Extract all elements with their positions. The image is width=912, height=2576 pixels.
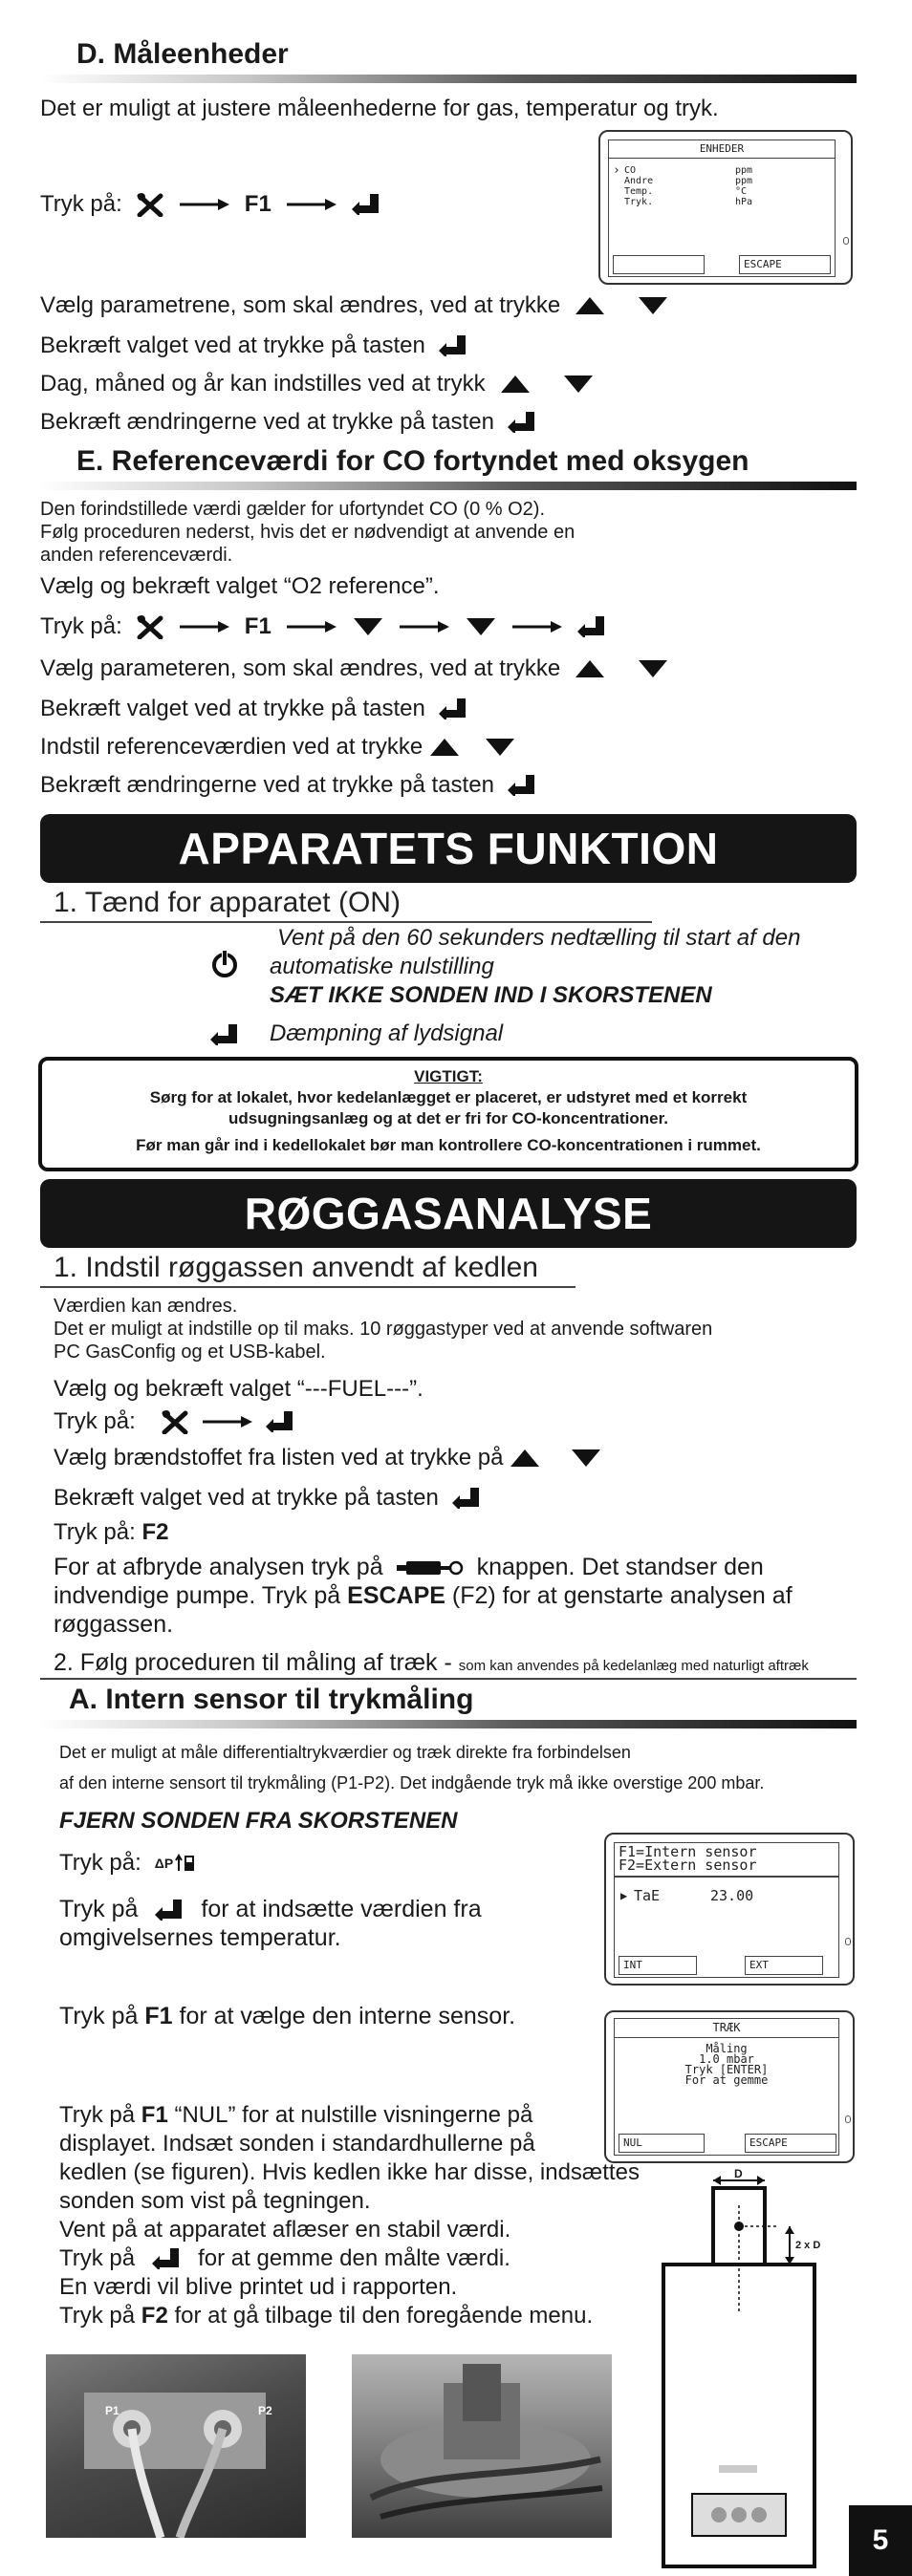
arrow-up-icon bbox=[499, 374, 532, 395]
boiler-diagram bbox=[660, 2169, 851, 2570]
press-label: Tryk på: bbox=[40, 191, 122, 217]
sensor-f1-b: for at vælge den interne sensor. bbox=[172, 2003, 516, 2029]
r-step-2a: 2. Følg proceduren til måling af træk - bbox=[54, 1649, 459, 1676]
r-choose-text: Vælg brændstoffet fra listen ved at trykke på bbox=[54, 1445, 504, 1470]
important-line-1: Sørg for at lokalet, hvor kedelanlægget er placeret, er udstyret med et korrekt bbox=[149, 1088, 748, 1106]
arrow-down-icon bbox=[637, 295, 669, 316]
enter-key-icon bbox=[508, 412, 536, 433]
back-a: Tryk på bbox=[59, 2303, 141, 2329]
flue-probe-photo bbox=[352, 2354, 612, 2538]
arrow-down-icon bbox=[352, 616, 384, 637]
important-line-2: udsugningsanlæg og at det er fri for CO-koncentrationer. bbox=[228, 1109, 668, 1127]
nul-line-4: sonden som vist på tegningen. bbox=[59, 2188, 371, 2214]
r-abort-3: røggassen. bbox=[54, 1611, 174, 1638]
press-label: Tryk på: bbox=[40, 613, 122, 639]
lcd-btn-escape[interactable]: ESCAPE bbox=[745, 2134, 836, 2153]
lcd-row-unit: ppm bbox=[735, 176, 753, 186]
section-d-press-row bbox=[40, 191, 380, 218]
page-number: 5 bbox=[849, 2505, 912, 2576]
lcd-sensor-l1: F1=Intern sensor bbox=[619, 1843, 757, 1860]
lcd-units-title: ENHEDER bbox=[609, 142, 835, 159]
section-d-intro: Det er muligt at justere måleenhederne for gas, temperatur og tryk. bbox=[40, 96, 719, 121]
e-line-2-text: Bekræft valget ved at trykke på tasten bbox=[40, 696, 425, 721]
probe-connector-photo bbox=[46, 2354, 306, 2538]
nul-line-3: kedlen (se figuren). Hvis kedlen ikke har disse, indsættes bbox=[59, 2159, 640, 2185]
press-label: Tryk på: bbox=[54, 1519, 136, 1545]
lcd-sensor-select bbox=[604, 1833, 855, 1986]
lcd-draft-l2: 1.0 mbar bbox=[699, 2052, 754, 2066]
d-line-2-text: Bekræft valget ved at trykke på tasten bbox=[40, 333, 425, 358]
save-b: for at gemme den målte værdi. bbox=[198, 2245, 510, 2271]
lcd-btn-escape[interactable]: ESCAPE bbox=[739, 255, 831, 274]
e-intro-1: Den forindstillede værdi gælder for ufortyndet CO (0 % O2). bbox=[40, 499, 545, 520]
delta-p-icon bbox=[155, 1854, 196, 1873]
lcd-sensor-screen bbox=[614, 1842, 839, 1978]
arrow-right-icon bbox=[285, 619, 338, 634]
sensor-enter-3: omgivelsernes temperatur. bbox=[59, 1924, 341, 1951]
lcd-btn-nul[interactable]: NUL bbox=[619, 2134, 705, 2153]
lcd-draft-screen bbox=[614, 2018, 839, 2156]
arrow-right-icon bbox=[285, 197, 338, 212]
save-row bbox=[59, 2245, 510, 2272]
back-line bbox=[59, 2303, 593, 2329]
r-confirm-row bbox=[54, 1485, 481, 1512]
sensor-p1: Det er muligt at måle differentialtrykværdier og træk direkte fra forbindelsen bbox=[59, 1743, 631, 1762]
e-press-row bbox=[40, 613, 606, 640]
arrow-down-icon bbox=[570, 1448, 602, 1469]
arrow-up-icon bbox=[574, 295, 606, 316]
r-step-2-rule bbox=[40, 1678, 857, 1680]
lcd-draft-lines bbox=[615, 2044, 838, 2086]
important-title: VIGTIGT: bbox=[414, 1067, 483, 1085]
sensor-enter-a: Tryk på bbox=[59, 1896, 139, 1922]
sensor-f1-a: Tryk på bbox=[59, 2003, 145, 2029]
sensor-title: A. Intern sensor til trykmåling bbox=[69, 1684, 474, 1715]
e-line-2 bbox=[40, 696, 467, 722]
enter-key-icon bbox=[210, 1024, 239, 1045]
arrow-right-icon bbox=[201, 1414, 254, 1429]
f1-key: F1 bbox=[144, 2003, 173, 2029]
r-step-2 bbox=[54, 1649, 809, 1677]
r-abort-2b: (F2) for at genstarte analysen af bbox=[445, 1582, 793, 1609]
wait-stable: Vent på at apparatet aflæser en stabil værdi. bbox=[59, 2217, 511, 2243]
f1-key: F1 bbox=[244, 613, 271, 639]
print-line: En værdi vil blive printet ud i rapporten. bbox=[59, 2274, 458, 2300]
e-line-1 bbox=[40, 655, 669, 682]
lcd-sensor-row-label: TaE bbox=[634, 1887, 661, 1904]
d-line-1-text: Vælg parametrene, som skal ændres, ved at trykke bbox=[40, 292, 561, 318]
enter-key-icon bbox=[155, 1900, 184, 1921]
r-abort-1a: For at afbryde analysen tryk på bbox=[54, 1554, 383, 1580]
lcd-unit-values bbox=[735, 165, 752, 207]
r-p3: PC GasConfig og et USB-kabel. bbox=[54, 1342, 326, 1363]
warn-probe: SÆT IKKE SONDEN IND I SKORSTENEN bbox=[270, 982, 712, 1008]
lcd-draft-l1: Måling bbox=[706, 2042, 748, 2055]
r-select: Vælg og bekræft valget “---FUEL---”. bbox=[54, 1376, 423, 1402]
wait-line-1: Vent på den 60 sekunders nedtælling til start af den bbox=[277, 925, 801, 951]
lcd-row-label: CO bbox=[624, 165, 637, 176]
f1-key: F1 bbox=[141, 2102, 168, 2128]
r-abort-1b: knappen. Det standser den bbox=[476, 1554, 764, 1580]
arrow-up-icon bbox=[509, 1448, 541, 1469]
photo-label-p2: P2 bbox=[258, 2404, 272, 2417]
lcd-selector-icon: › bbox=[613, 163, 620, 178]
e-intro-2: Følg proceduren nederst, hvis det er nødvendigt at anvende en bbox=[40, 522, 575, 543]
section-e-title: E. Referenceværdi for CO fortyndet med oksygen bbox=[76, 445, 749, 477]
section-e-rule bbox=[40, 482, 857, 490]
lcd-side-led bbox=[845, 2115, 851, 2123]
lcd-draft-title: TRÆK bbox=[615, 2021, 838, 2038]
enter-key-icon bbox=[439, 335, 467, 356]
lcd-row-unit: °C bbox=[735, 186, 748, 197]
arrow-right-icon bbox=[178, 197, 231, 212]
diagram-2xd-label: 2 x D bbox=[795, 2240, 821, 2251]
important-box bbox=[38, 1057, 858, 1171]
f2-key: F2 bbox=[141, 2303, 168, 2329]
lcd-side-led bbox=[843, 237, 849, 245]
arrow-down-icon bbox=[637, 658, 669, 679]
sensor-enter-row bbox=[59, 1896, 482, 1923]
r-abort-2a: indvendige pumpe. Tryk på bbox=[54, 1582, 348, 1609]
sensor-f1-line bbox=[59, 2003, 515, 2030]
arrow-down-icon bbox=[465, 616, 497, 637]
arrow-right-icon bbox=[398, 619, 451, 634]
d-line-4 bbox=[40, 409, 536, 436]
photo-label-p1: P1 bbox=[105, 2404, 119, 2417]
tools-icon bbox=[136, 614, 164, 639]
escape-key: ESCAPE bbox=[347, 1582, 445, 1609]
lcd-selector-icon: ▶ bbox=[620, 1889, 628, 1902]
nul-line-1 bbox=[59, 2102, 532, 2129]
e-line-1-text: Vælg parameteren, som skal ændres, ved at trykke bbox=[40, 655, 561, 681]
section-d-rule bbox=[40, 75, 857, 83]
lcd-draft-l4: For at gemme bbox=[684, 2073, 769, 2087]
funktion-step-1: 1. Tænd for apparatet (ON) bbox=[54, 887, 401, 918]
roeggas-step-1: 1. Indstil røggassen anvendt af kedlen bbox=[54, 1252, 538, 1283]
sensor-enter-b: for at indsætte værdien fra bbox=[201, 1896, 482, 1922]
press-label: Tryk på: bbox=[54, 1408, 136, 1434]
nul-line-2: displayet. Indsæt sonden i standardhullerne på bbox=[59, 2131, 535, 2157]
save-a: Tryk på bbox=[59, 2245, 136, 2271]
power-icon bbox=[210, 950, 239, 978]
lcd-row-unit: hPa bbox=[735, 197, 753, 207]
r-press-f2 bbox=[54, 1519, 168, 1546]
lcd-row-label: Andre bbox=[624, 176, 654, 186]
r-abort-1 bbox=[54, 1554, 764, 1581]
lcd-units bbox=[598, 130, 853, 285]
enter-key-icon bbox=[577, 616, 606, 637]
r-confirm-text: Bekræft valget ved at trykke på tasten bbox=[54, 1485, 439, 1511]
mute-label: Dæmpning af lydsignal bbox=[270, 1020, 504, 1046]
f2-key: F2 bbox=[141, 1519, 169, 1545]
lcd-btn-int[interactable]: INT bbox=[619, 1956, 697, 1975]
arrow-right-icon bbox=[510, 619, 564, 634]
arrow-right-icon bbox=[178, 619, 231, 634]
diagram-d-label: D bbox=[734, 2167, 743, 2180]
lcd-unit-row bbox=[624, 165, 653, 207]
r-step-2b: som kan anvendes på kedelanlæg med naturligt aftræk bbox=[458, 1658, 809, 1674]
roeggas-step-rule bbox=[40, 1286, 575, 1288]
lcd-side-led bbox=[845, 1938, 851, 1945]
lcd-btn-left[interactable] bbox=[613, 255, 705, 274]
enter-key-icon bbox=[508, 775, 536, 796]
e-line-4 bbox=[40, 772, 536, 799]
funktion-banner: APPARATETS FUNKTION bbox=[40, 814, 857, 883]
lcd-row-label: Temp. bbox=[624, 186, 654, 197]
lcd-row-unit: ppm bbox=[735, 165, 753, 176]
press-label: Tryk på: bbox=[59, 1850, 141, 1876]
d-line-2 bbox=[40, 333, 467, 359]
roeggas-banner: RØGGASANALYSE bbox=[40, 1179, 857, 1248]
pump-icon bbox=[397, 1558, 464, 1578]
enter-key-icon bbox=[439, 698, 467, 719]
wait-line-2: automatiske nulstilling bbox=[270, 954, 494, 979]
back-b: for at gå tilbage til den foregående menu. bbox=[167, 2303, 594, 2329]
nul-b: “NUL” for at nulstille visningerne på bbox=[167, 2102, 533, 2128]
d-line-3-text: Dag, måned og år kan indstilles ved at trykk bbox=[40, 371, 486, 397]
lcd-draft bbox=[604, 2010, 855, 2163]
delta-p-label: ΔP bbox=[154, 1856, 174, 1871]
f1-key: F1 bbox=[244, 191, 271, 217]
d-line-1 bbox=[40, 292, 669, 319]
section-d-title: D. Måleenheder bbox=[76, 38, 289, 70]
arrow-up-icon bbox=[428, 737, 461, 758]
important-line-3: Før man går ind i kedellokalet bør man kontrollere CO-koncentrationen i rummet. bbox=[136, 1136, 761, 1154]
e-intro-3: anden referenceværdi. bbox=[40, 545, 233, 566]
tools-icon bbox=[136, 192, 164, 217]
lcd-sensor-divider bbox=[615, 1876, 838, 1878]
lcd-units-screen bbox=[608, 140, 836, 277]
e-line-3-text: Indstil referenceværdien ved at trykke bbox=[40, 734, 423, 760]
lcd-sensor-l2: F2=Extern sensor bbox=[619, 1857, 757, 1874]
e-line-3 bbox=[40, 734, 516, 761]
lcd-row-label: Tryk. bbox=[624, 197, 654, 207]
arrow-down-icon bbox=[562, 374, 595, 395]
r-p2: Det er muligt at indstille op til maks. 10 røggastyper ved at anvende softwaren bbox=[54, 1319, 713, 1340]
funktion-step-rule bbox=[40, 921, 652, 923]
lcd-sensor-row-value: 23.00 bbox=[710, 1887, 754, 1904]
enter-key-icon bbox=[452, 1488, 481, 1509]
enter-key-icon bbox=[152, 2248, 181, 2269]
nul-a: Tryk på bbox=[59, 2102, 141, 2128]
arrow-down-icon bbox=[484, 737, 516, 758]
arrow-up-icon bbox=[574, 658, 606, 679]
lcd-draft-l3: Tryk [ENTER] bbox=[684, 2063, 769, 2076]
sensor-p2: af den interne sensort til trykmåling (P1-P2). Det indgående tryk må ikke overstige 200 mbar. bbox=[59, 1773, 765, 1792]
d-line-4-text: Bekræft ændringerne ved at trykke på tasten bbox=[40, 409, 494, 435]
enter-key-icon bbox=[266, 1411, 294, 1432]
r-abort-2 bbox=[54, 1582, 793, 1610]
sensor-warn: FJERN SONDEN FRA SKORSTENEN bbox=[59, 1808, 458, 1834]
r-choose-row bbox=[54, 1445, 602, 1471]
r-p1: Værdien kan ændres. bbox=[54, 1296, 238, 1317]
r-press-row bbox=[54, 1408, 294, 1435]
tools-icon bbox=[161, 1409, 189, 1434]
lcd-btn-ext[interactable]: EXT bbox=[745, 1956, 823, 1975]
e-line-4-text: Bekræft ændringerne ved at trykke på tasten bbox=[40, 772, 494, 798]
sensor-rule bbox=[40, 1720, 857, 1728]
enter-key-icon bbox=[352, 194, 380, 215]
sensor-press-row bbox=[59, 1850, 196, 1877]
d-line-3 bbox=[40, 371, 595, 397]
e-select: Vælg og bekræft valget “O2 reference”. bbox=[40, 573, 440, 599]
